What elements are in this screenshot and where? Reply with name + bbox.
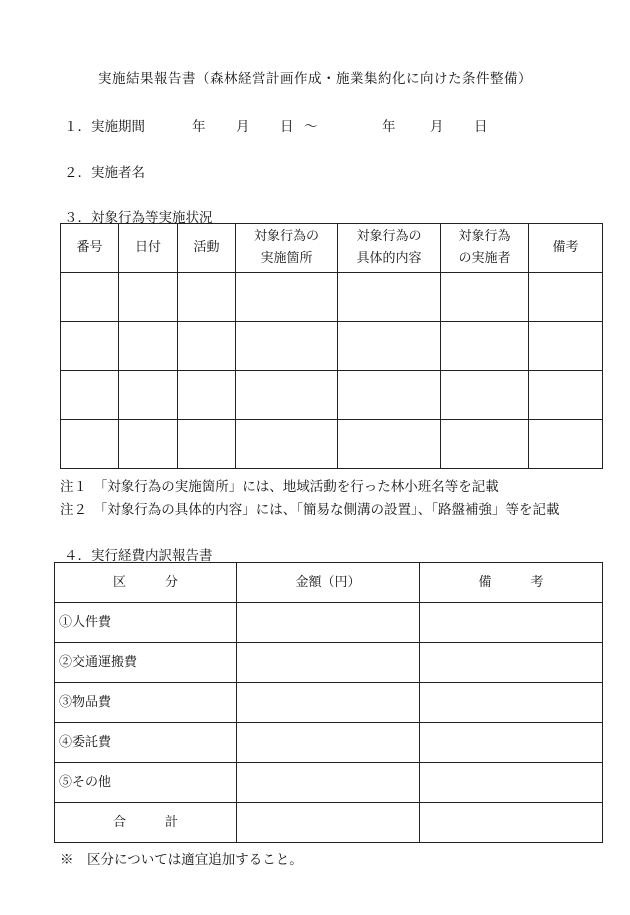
empty-cell[interactable]: [119, 322, 178, 371]
activity-status-label: ３．対象行為等実施状況: [64, 210, 213, 226]
activity-status-table: [60, 223, 603, 469]
end-year-label: 年: [382, 119, 396, 135]
empty-cell[interactable]: [236, 371, 338, 420]
expense-category-transport: ②交通運搬費: [55, 643, 237, 683]
empty-cell[interactable]: [119, 371, 178, 420]
expense-breakdown-label: ４．実行経費内訳報告書: [64, 548, 213, 564]
expense-category-other: ⑤その他: [55, 763, 237, 803]
empty-cell[interactable]: [236, 273, 338, 322]
empty-cell[interactable]: [529, 420, 603, 469]
empty-cell[interactable]: [420, 643, 603, 683]
table-row: [55, 803, 603, 843]
expense-category-goods: ③物品費: [55, 683, 237, 723]
empty-cell[interactable]: [178, 273, 236, 322]
start-day-label: 日: [280, 119, 294, 135]
empty-cell[interactable]: [178, 371, 236, 420]
implementer-name-label: ２．実施者名: [64, 165, 145, 181]
table-row: [55, 643, 603, 683]
empty-cell[interactable]: [420, 803, 603, 843]
total-label: 合 計: [55, 803, 237, 843]
note-2: 注２ 「対象行為の具体的内容」には、「簡易な側溝の設置」、「路盤補強」等を記載: [60, 502, 560, 518]
empty-cell[interactable]: [236, 420, 338, 469]
header-activity: 活動: [178, 224, 236, 273]
table-row: [55, 763, 603, 803]
empty-cell[interactable]: [529, 322, 603, 371]
note-1: 注１ 「対象行為の実施箇所」には、地域活動を行った林小班名等を記載: [60, 479, 499, 495]
empty-cell[interactable]: [338, 322, 441, 371]
start-year-label: 年: [192, 119, 206, 135]
empty-cell[interactable]: [441, 322, 529, 371]
table-row: [55, 683, 603, 723]
header-performer: 対象行為 の実施者: [441, 224, 529, 273]
footnote: ※ 区分については適宜追加すること。: [60, 852, 303, 868]
empty-cell[interactable]: [420, 723, 603, 763]
empty-cell[interactable]: [237, 643, 420, 683]
header-content: 対象行為の 具体的内容: [338, 224, 441, 273]
end-month-label: 月: [430, 119, 444, 135]
empty-cell[interactable]: [61, 420, 119, 469]
expense-breakdown-table: [54, 562, 603, 843]
empty-cell[interactable]: [61, 371, 119, 420]
header-date: 日付: [119, 224, 178, 273]
empty-cell[interactable]: [237, 803, 420, 843]
empty-cell[interactable]: [420, 683, 603, 723]
implementation-period-line: [64, 115, 494, 135]
empty-cell[interactable]: [236, 322, 338, 371]
empty-cell[interactable]: [441, 371, 529, 420]
empty-cell[interactable]: [178, 322, 236, 371]
expense-category-outsourcing: ④委託費: [55, 723, 237, 763]
table-row: [61, 322, 603, 371]
empty-cell[interactable]: [119, 420, 178, 469]
empty-cell[interactable]: [529, 371, 603, 420]
table-row: [61, 273, 603, 322]
end-day-label: 日: [474, 119, 488, 135]
header-remarks: 備 考: [420, 563, 603, 603]
empty-cell[interactable]: [338, 420, 441, 469]
start-month-label: 月: [236, 119, 250, 135]
empty-cell[interactable]: [237, 603, 420, 643]
empty-cell[interactable]: [119, 273, 178, 322]
table-row: [55, 603, 603, 643]
header-number: 番号: [61, 224, 119, 273]
table-row: [55, 723, 603, 763]
period-tilde: ～: [304, 119, 318, 135]
table-row: [61, 420, 603, 469]
implementation-period-label: １．実施期間: [64, 119, 145, 135]
empty-cell[interactable]: [420, 603, 603, 643]
empty-cell[interactable]: [237, 683, 420, 723]
empty-cell[interactable]: [61, 322, 119, 371]
header-location: 対象行為の 実施箇所: [236, 224, 338, 273]
header-remarks: 備考: [529, 224, 603, 273]
empty-cell[interactable]: [420, 763, 603, 803]
expense-category-personnel: ①人件費: [55, 603, 237, 643]
empty-cell[interactable]: [178, 420, 236, 469]
empty-cell[interactable]: [61, 273, 119, 322]
empty-cell[interactable]: [529, 273, 603, 322]
empty-cell[interactable]: [338, 273, 441, 322]
header-category: 区 分: [55, 563, 237, 603]
table-row: [61, 371, 603, 420]
document-title: 実施結果報告書（森林経営計画作成・施業集約化に向けた条件整備）: [98, 71, 532, 87]
empty-cell[interactable]: [441, 420, 529, 469]
empty-cell[interactable]: [441, 273, 529, 322]
header-amount: 金額（円）: [237, 563, 420, 603]
empty-cell[interactable]: [237, 763, 420, 803]
empty-cell[interactable]: [338, 371, 441, 420]
empty-cell[interactable]: [237, 723, 420, 763]
